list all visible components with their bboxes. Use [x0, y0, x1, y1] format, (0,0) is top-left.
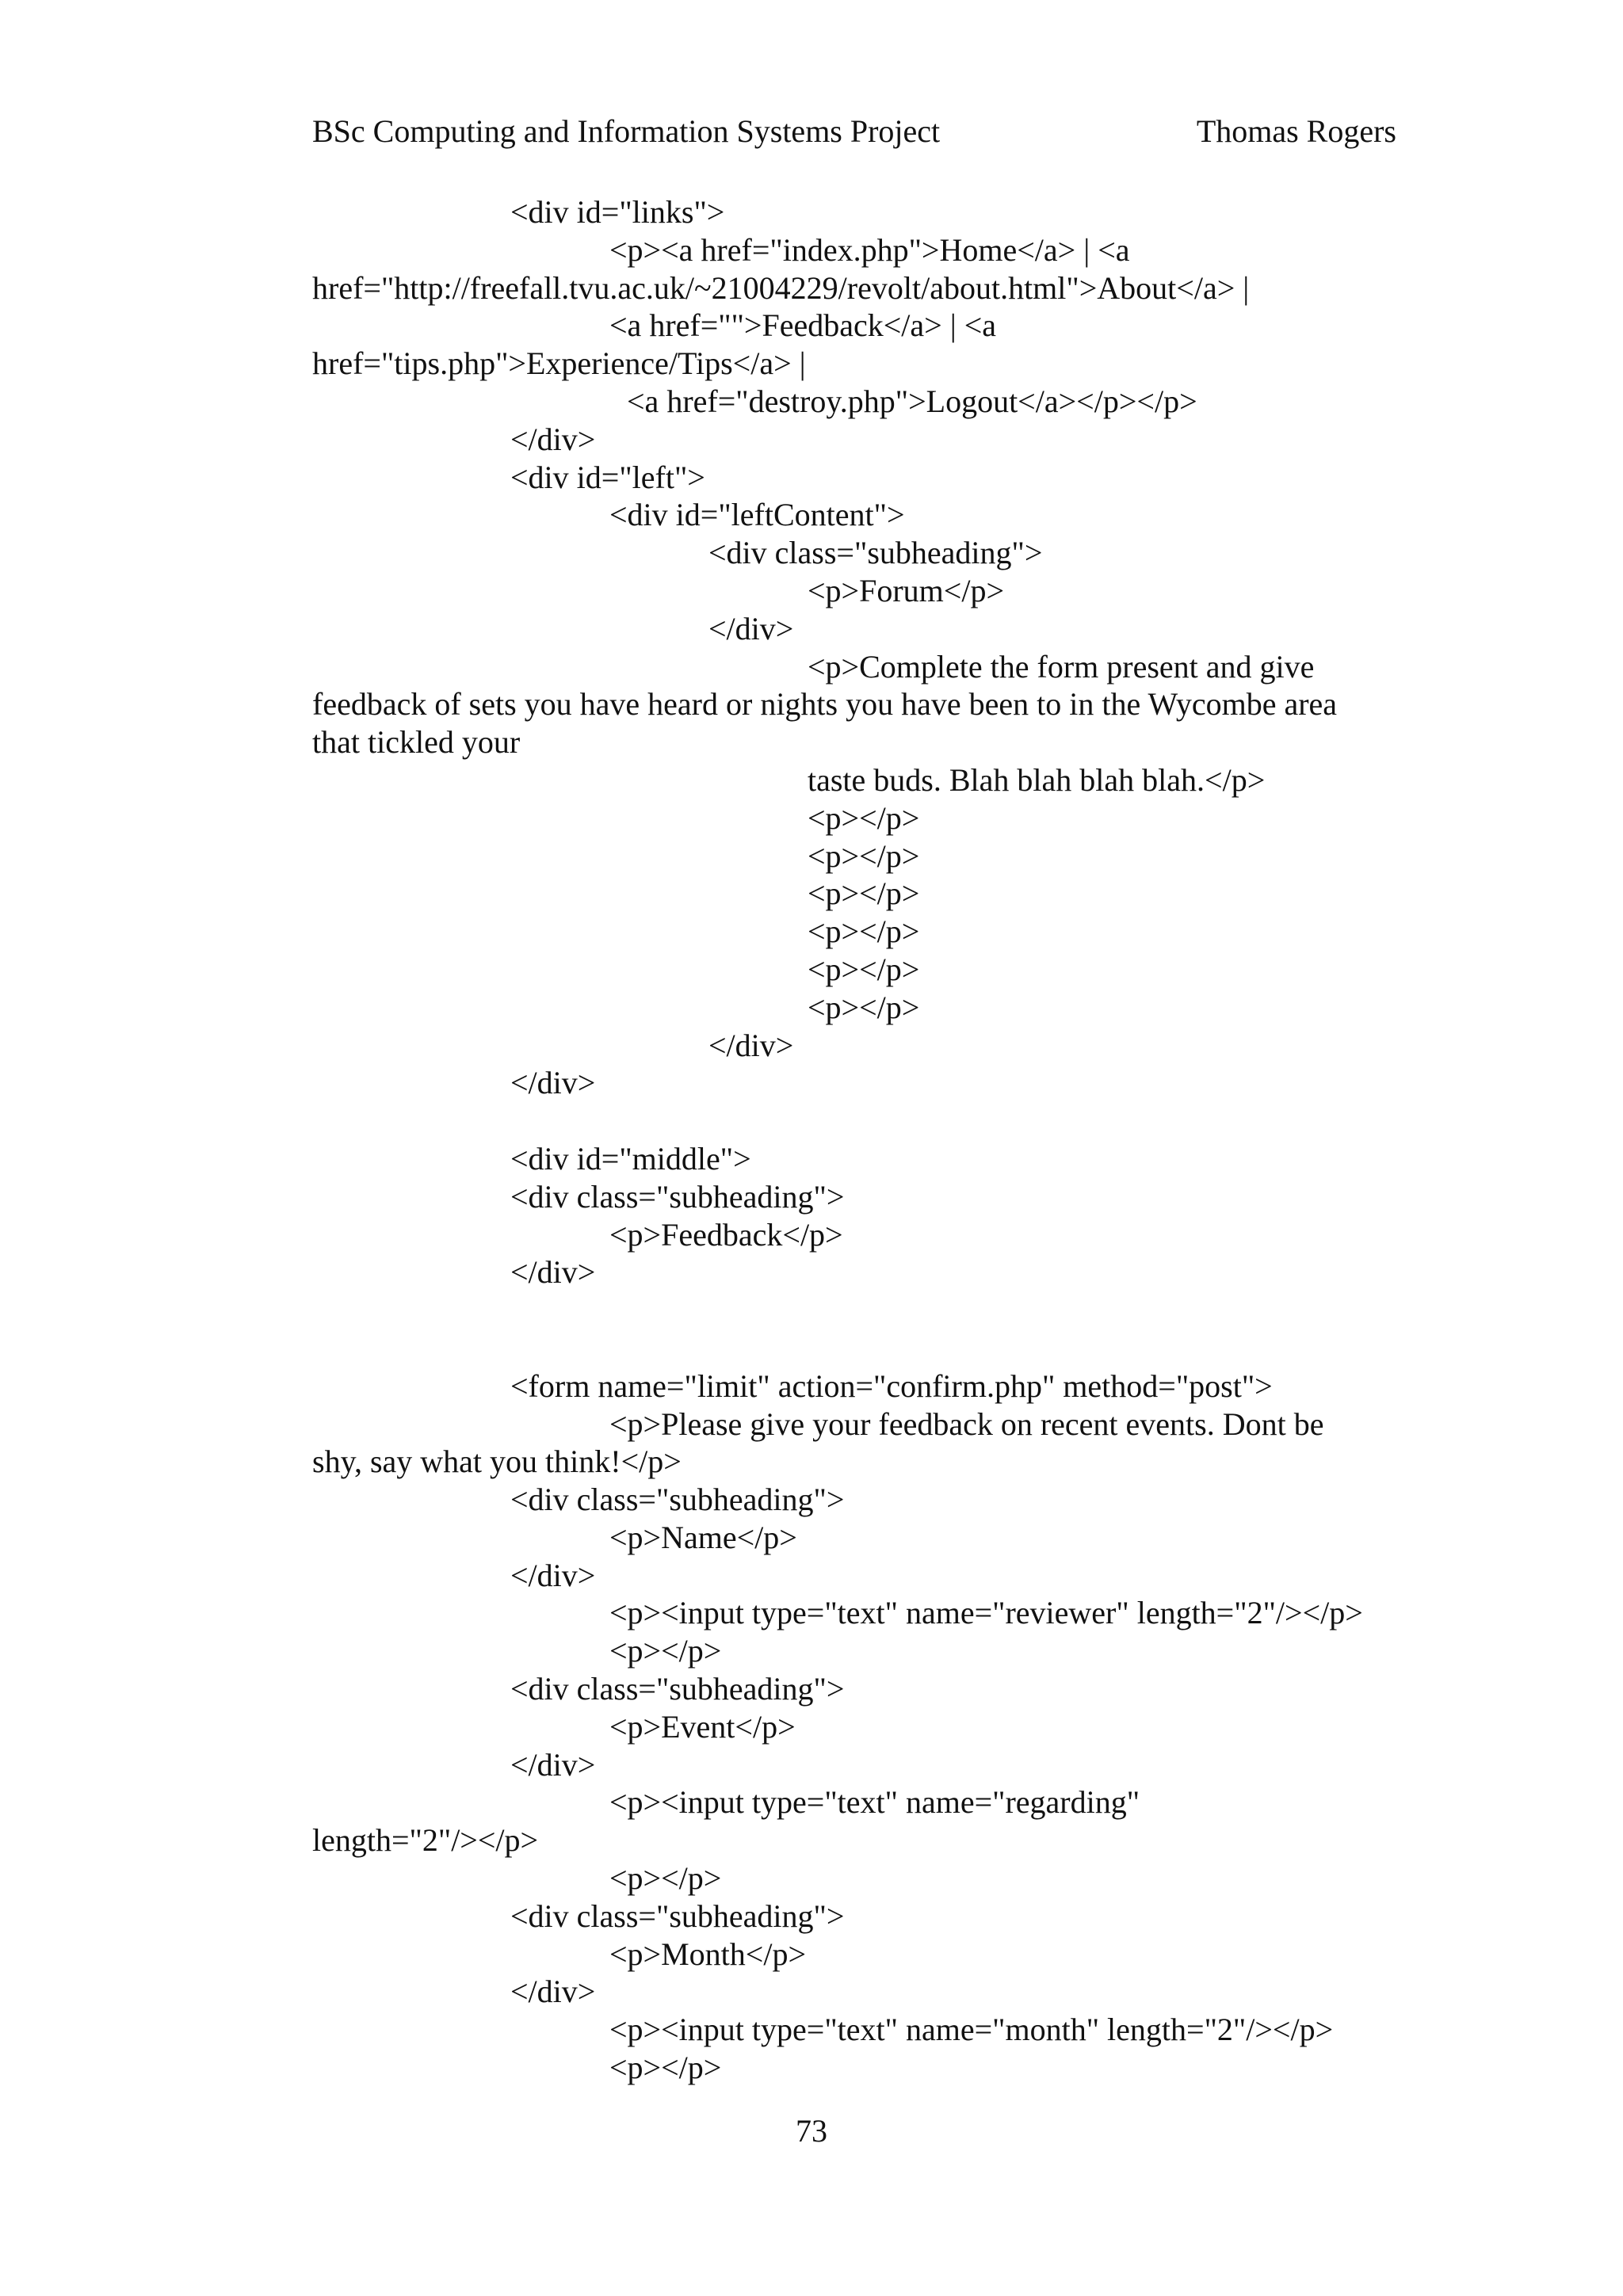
- code-line: <p>Complete the form present and give: [808, 648, 1315, 685]
- header-author: Thomas Rogers: [1196, 113, 1396, 149]
- code-line: <a href="destroy.php">Logout</a></p></p>: [627, 383, 1197, 419]
- code-line: </div>: [510, 1746, 596, 1783]
- code-line: href="http://freefall.tvu.ac.uk/~21004229/revolt/about.html">About</a> |: [312, 269, 1250, 306]
- code-line: taste buds. Blah blah blah blah.</p>: [808, 761, 1266, 798]
- code-line: feedback of sets you have heard or nights you have been to in the Wycombe area: [312, 686, 1338, 723]
- code-line: <p>Forum</p>: [808, 572, 1005, 608]
- code-listing: [312, 193, 1406, 2087]
- page-number: 73: [796, 2113, 827, 2149]
- code-line: href="tips.php">Experience/Tips</a> |: [312, 345, 806, 382]
- code-line: <div class="subheading">: [510, 1178, 845, 1215]
- blank-line: [312, 1291, 1406, 1329]
- code-line: </div>: [510, 1254, 596, 1291]
- code-line: <p>Month</p>: [609, 1936, 807, 1972]
- code-line: <div id="leftContent">: [609, 497, 905, 533]
- code-line: <form name="limit" action="confirm.php" method="post">: [510, 1367, 1273, 1404]
- code-line: <div id="middle">: [510, 1140, 751, 1177]
- code-line: </div>: [510, 421, 596, 457]
- code-line: <div id="left">: [510, 459, 705, 495]
- code-line: <p>Please give your feedback on recent events. Dont be: [609, 1405, 1324, 1442]
- code-line: <div class="subheading">: [510, 1897, 845, 1934]
- code-line: </div>: [510, 1065, 596, 1101]
- code-line: <p>Feedback</p>: [609, 1216, 843, 1253]
- code-line: <p></p>: [609, 1633, 722, 1669]
- code-line: <p></p>: [808, 837, 920, 874]
- code-line: <p>Event</p>: [609, 1708, 796, 1745]
- code-line: that tickled your: [312, 724, 521, 761]
- code-line: <div id="links">: [510, 194, 725, 230]
- code-line: length="2"/></p>: [312, 1822, 539, 1859]
- code-line: <p>Name</p>: [609, 1519, 797, 1555]
- code-line: </div>: [708, 1027, 794, 1063]
- code-line: <p></p>: [808, 875, 920, 912]
- code-line: <p><a href="index.php">Home</a> | <a: [609, 231, 1130, 268]
- code-line: <div class="subheading">: [510, 1671, 845, 1707]
- code-line: </div>: [510, 1974, 596, 2010]
- code-line: <a href="">Feedback</a> | <a: [609, 307, 997, 344]
- code-line: <p></p>: [609, 2050, 722, 2086]
- code-line: <p></p>: [808, 951, 920, 987]
- blank-line: [312, 1102, 1406, 1140]
- code-line: </div>: [510, 1557, 596, 1593]
- code-line: <p></p>: [808, 799, 920, 836]
- code-line: </div>: [708, 610, 794, 646]
- code-line: <p><input type="text" name="reviewer" length="2"/></p>: [609, 1595, 1363, 1631]
- header-title: BSc Computing and Information Systems Project: [312, 113, 941, 149]
- code-line: <p><input type="text" name="month" length="2"/></p>: [609, 2012, 1334, 2048]
- code-line: <div class="subheading">: [510, 1482, 845, 1518]
- code-line: shy, say what you think!</p>: [312, 1444, 682, 1480]
- code-line: <p><input type="text" name="regarding": [609, 1784, 1140, 1821]
- blank-line: [312, 1329, 1406, 1367]
- code-line: <p></p>: [808, 913, 920, 950]
- code-line: <p></p>: [609, 1860, 722, 1897]
- code-line: <div class="subheading">: [708, 535, 1043, 571]
- code-line: <p></p>: [808, 989, 920, 1025]
